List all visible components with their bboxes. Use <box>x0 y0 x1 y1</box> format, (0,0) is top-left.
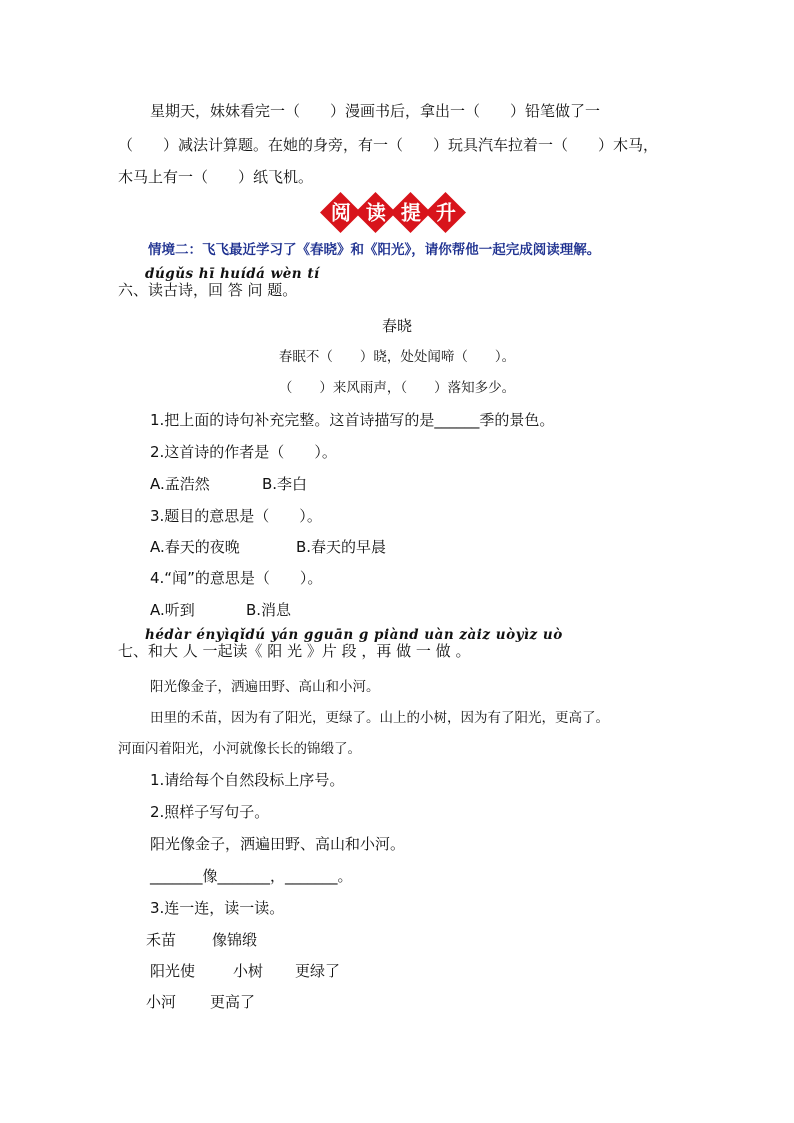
example-sentence: 阳光像金子，洒遍田野、高山和小河。 <box>150 835 406 853</box>
passage-paragraph-2-line-1: 田里的禾苗，因为有了阳光，更绿了。山上的小树，因为有了阳光，更高了。 <box>150 710 609 726</box>
s6-q3-option-b: B.春天的早晨 <box>296 538 387 556</box>
s6-q4-option-a: A.听到 <box>150 601 195 619</box>
intro-line-3: 木马上有一（ ）纸飞机。 <box>118 168 314 186</box>
intro-line-1: 星期天，妹妹看完一（ ）漫画书后，拿出一（ ）铅笔做了一 <box>150 102 601 120</box>
s6-question-2: 2.这首诗的作者是（ ）。 <box>150 443 337 461</box>
sentence-fill-line <box>150 866 353 886</box>
passage-paragraph-1: 阳光像金子，洒遍田野、高山和小河。 <box>150 679 380 695</box>
match-right-3[interactable]: 更高了 <box>210 993 256 1011</box>
passage-paragraph-2-line-2: 河面闪着阳光，小河就像长长的锦缎了。 <box>118 741 361 757</box>
section7-pinyin: hédàr ényìqǐdú yán gguān g piànd uàn zàiz uòyìz uò <box>145 627 563 643</box>
s6-q3-option-a: A.春天的夜晚 <box>150 538 240 556</box>
match-left-3[interactable]: 小河 <box>146 993 177 1011</box>
s6-q2-option-b: B.李白 <box>262 475 308 493</box>
context-line: 情境二：飞飞最近学习了《春晓》和《阳光》，请你帮他一起完成阅读理解。 <box>148 242 601 258</box>
s6-q4-option-b: B.消息 <box>246 601 292 619</box>
poem-line-1: 春眠不（ ）晓，处处闻啼（ ）。 <box>278 349 516 365</box>
banner-char-3: 提 <box>390 192 431 233</box>
banner-char-2: 读 <box>355 192 396 233</box>
match-right-1[interactable]: 像锦缎 <box>212 931 258 949</box>
section7-heading: 七、和大 人 一起读《 阳 光 》片 段 ，再 做 一 做 。 <box>118 642 471 660</box>
s7-question-1: 1.请给每个自然段标上序号。 <box>150 771 345 789</box>
match-center[interactable]: 阳光使 <box>150 962 196 980</box>
banner-char-1: 阅 <box>320 192 361 233</box>
reading-improvement-banner <box>326 198 460 227</box>
match-left-1[interactable]: 禾苗 <box>146 931 177 949</box>
s6-q2-option-a: A.孟浩然 <box>150 475 210 493</box>
intro-line-2: （ ）减法计算题。在她的身旁，有一（ ）玩具汽车拉着一（ ）木马， <box>118 136 659 154</box>
poem-title: 春晓 <box>381 317 412 335</box>
s6-question-1: 1.把上面的诗句补充完整。这首诗描写的是______季的景色。 <box>150 411 555 429</box>
s7-question-3: 3.连一连，读一读。 <box>150 899 285 917</box>
match-right-2[interactable]: 更绿了 <box>295 962 341 980</box>
section6-pinyin: dúgǔs hī huídá wèn tí <box>145 266 320 282</box>
fill-blank-1[interactable]: _______ <box>150 867 203 885</box>
match-middle-2[interactable]: 小树 <box>233 962 264 980</box>
section6-heading: 六、读古诗，回 答 问 题。 <box>118 281 298 299</box>
fill-blank-3[interactable]: _______。 <box>285 867 353 885</box>
banner-char-4: 升 <box>425 192 466 233</box>
fill-blank-2[interactable]: _______， <box>217 867 286 885</box>
s6-question-3: 3.题目的意思是（ ）。 <box>150 507 322 525</box>
s7-question-2: 2.照样子写句子。 <box>150 803 270 821</box>
s6-question-4: 4.“闻”的意思是（ ）。 <box>150 569 323 587</box>
poem-line-2: （ ）来风雨声，（ ）落知多少。 <box>278 380 516 396</box>
fill-like-word: 像 <box>202 867 218 885</box>
